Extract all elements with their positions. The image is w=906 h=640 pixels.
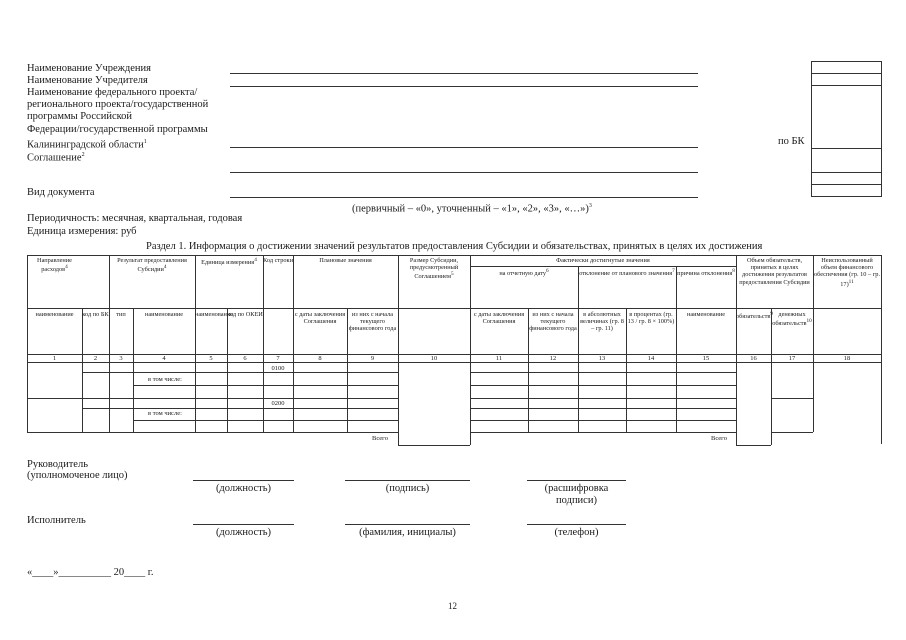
th-fact-date: на отчетную дату$^6$	[499, 268, 549, 278]
th-sub-12: из них с начала текущего финансового года	[529, 311, 577, 333]
th-fact: Фактически достигнутые значения	[556, 257, 650, 264]
date-line: «____»__________ 20____ г.	[27, 567, 154, 578]
founder-field-line[interactable]	[230, 86, 698, 87]
exec-fio-caption: (фамилия, инициалы)	[359, 527, 456, 538]
label-project-1: Наименование федерального проекта/	[27, 87, 198, 98]
code-box-6	[811, 184, 882, 197]
exec-position-line[interactable]	[193, 524, 294, 525]
th-sub-1: наименование	[35, 311, 74, 318]
code-box-3	[811, 85, 882, 149]
head-position-caption: (должность)	[215, 483, 272, 494]
in-that-number-2: в том числе:	[148, 410, 182, 417]
code-box-4	[811, 148, 882, 173]
th-sub-6: код по ОКЕИ	[227, 311, 263, 318]
th-obligation: Объем обязательств, принятых в целях достижения результатов предоставления Субсидии	[739, 257, 810, 286]
col-num-18: 18	[843, 355, 851, 362]
exec-phone-line[interactable]	[527, 524, 626, 525]
head-label: Руководитель	[27, 459, 88, 470]
th-sub-14: в процентах (гр. 13 / гр. 8 × 100%)	[627, 311, 675, 326]
col-num-8: 8	[318, 355, 322, 362]
row-code-0200: 0200	[271, 400, 285, 407]
col-num-3: 3	[119, 355, 123, 362]
th-sub-8: с даты заключения Соглашения	[294, 311, 346, 326]
col-num-6: 6	[243, 355, 247, 362]
col-num-5: 5	[209, 355, 213, 362]
label-project-5: Калининградской области$^1$	[27, 139, 147, 151]
row-code-0100: 0100	[271, 365, 285, 372]
project-field-line[interactable]	[230, 147, 698, 148]
label-agreement: Соглашение$^2$	[27, 152, 85, 164]
po-bk-label: по БК	[778, 136, 805, 147]
th-sub-3: тип	[116, 311, 126, 318]
th-unused: Неиспользованный объем финансового обеспечения (гр. 10 – гр. 17)$^{11}$	[813, 257, 881, 288]
th-code: Код строки	[263, 257, 293, 264]
label-project-3: программы Российской	[27, 111, 133, 122]
unit-label: Единица измерения: руб	[27, 226, 137, 237]
th-size: Размер Субсидии, предусмотренный Соглашением$^5$	[409, 257, 459, 281]
exec-fio-line[interactable]	[345, 524, 470, 525]
col-num-7: 7	[276, 355, 280, 362]
periodicity-label: Периодичность: месячная, квартальная, годовая	[27, 213, 243, 224]
col-num-1: 1	[52, 355, 57, 362]
exec-phone-caption: (телефон)	[554, 527, 599, 538]
col-num-13: 13	[598, 355, 606, 362]
col-num-15: 15	[702, 355, 710, 362]
th-plan: Плановые значения	[319, 257, 372, 264]
head-position-line[interactable]	[193, 480, 294, 481]
total-label-2: Всего	[711, 435, 727, 442]
institution-field-line[interactable]	[230, 73, 698, 74]
th-sub-17: денежных обязательств$^{10}$	[772, 311, 812, 328]
col-num-10: 10	[430, 355, 438, 362]
label-founder: Наименование Учредителя	[27, 75, 148, 86]
executor-label: Исполнитель	[27, 515, 86, 526]
label-institution: Наименование Учреждения	[27, 63, 151, 74]
label-project-2: регионального проекта/государственной	[27, 99, 209, 110]
in-that-number-1: в том числе:	[148, 376, 182, 383]
th-reason: причина отклонения$^8$	[677, 268, 735, 278]
col-num-14: 14	[647, 355, 655, 362]
section-title: Раздел 1. Информация о достижении значений результатов предоставления Субсидии и обязательствах, принятых в целях их достижения	[146, 241, 763, 252]
col-num-11: 11	[495, 355, 503, 362]
page-number: 12	[448, 601, 457, 611]
doc-type-note: (первичный – «0», уточненный – «1», «2», «3», «…»)$^3$	[352, 203, 592, 215]
col-num-12: 12	[549, 355, 557, 362]
col-num-4: 4	[162, 355, 166, 362]
agreement-field-line[interactable]	[230, 172, 698, 173]
head-decode-caption: (расшифровка подписи)	[544, 483, 609, 506]
th-sub-9: из них с начала текущего финансового года	[348, 311, 397, 333]
th-unit: Единица измерения$^4$	[201, 257, 257, 267]
th-sub-16: обязательств$^9$	[736, 311, 773, 321]
th-sub-13: в абсолютных величинах (гр. 8 – гр. 11)	[580, 311, 624, 333]
col-num-9: 9	[370, 355, 375, 362]
col-num-16: 16	[750, 355, 757, 362]
head-signature-line[interactable]	[345, 480, 470, 481]
head-signature-caption: (подпись)	[385, 483, 430, 494]
label-project-4: Федерации/государственной программы	[27, 124, 208, 135]
head-label-2: (уполномоченое лицо)	[27, 470, 128, 481]
th-sub-11: с даты заключения Соглашения	[473, 311, 525, 326]
col-num-2: 2	[93, 355, 98, 362]
th-sub-2: код по БК	[82, 311, 109, 318]
exec-position-caption: (должность)	[215, 527, 272, 538]
total-label-1: Всего	[372, 435, 388, 442]
th-napr: Направление расходов$^4$	[37, 257, 72, 274]
doc-type-label: Вид документа	[27, 187, 95, 198]
doc-type-field-line[interactable]	[230, 197, 698, 198]
col-num-17: 17	[788, 355, 796, 362]
th-result: Результат предоставления Субсидии$^4$	[117, 257, 187, 274]
th-sub-5: наименование	[195, 311, 234, 318]
th-sub-4: наименование	[144, 311, 184, 318]
th-sub-15: наименование	[686, 311, 726, 318]
th-fact-dev: отклонение от планового значения$^7$	[579, 268, 675, 278]
head-decode-line[interactable]	[527, 480, 626, 481]
